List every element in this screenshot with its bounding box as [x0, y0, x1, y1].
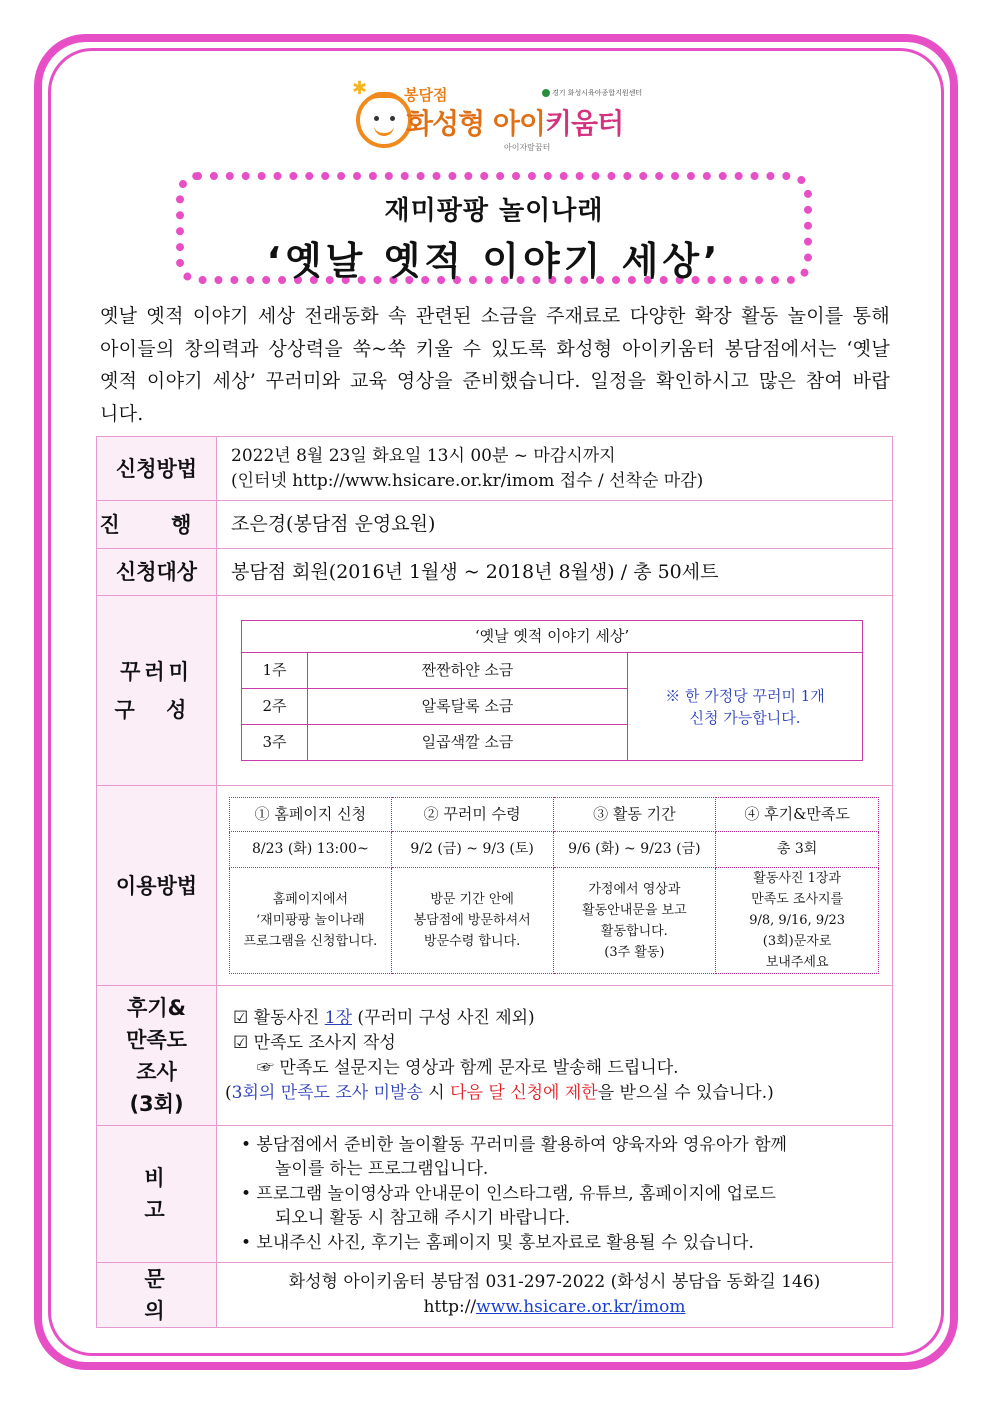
step-desc: 활동사진 1장과 만족도 조사지를 9/8, 9/16, 9/23 (3회)문자로 보내주세요: [716, 868, 879, 974]
row-review: [97, 986, 893, 1126]
row-contact: [97, 1263, 893, 1328]
kit-week: 1주: [242, 653, 308, 689]
step-title: ③ 활동 기간: [553, 798, 716, 832]
row-kit: [97, 596, 893, 786]
title-box: [176, 172, 812, 284]
row-apply: [97, 437, 893, 501]
kit-header: ‘옛날 옛적 이야기 세상’: [242, 621, 863, 653]
review-item-photo: ☑ 활동사진 1장 (꾸러미 구성 사진 제외): [233, 1007, 535, 1028]
row-target: [97, 549, 893, 596]
kit-table: [241, 620, 863, 761]
usage-table: [229, 797, 879, 974]
label-proceed: 진 행: [97, 501, 217, 549]
step-date: 8/23 (화) 13:00~: [230, 832, 392, 868]
label-remarks: 비 고: [97, 1126, 217, 1263]
logo-branch: 봉담점: [404, 86, 448, 104]
label-kit: 꾸러미 구 성: [97, 596, 217, 786]
kit-item: 알록달록 소금: [308, 689, 628, 725]
target-value: 봉담점 회원(2016년 1월생 ~ 2018년 8월생) / 총 50세트: [217, 549, 893, 596]
program-title: 재미팡팡 놀이나래: [384, 196, 604, 226]
center-logo: 경기 화성시육아종합지원센터: [542, 88, 642, 98]
step-desc: 가정에서 영상과 활동안내문을 보고 활동합니다. (3주 활동): [553, 868, 716, 974]
row-proceed: [97, 501, 893, 549]
info-table: [96, 436, 893, 1328]
step-title: ② 꾸러미 수령: [391, 798, 553, 832]
step-desc: 홈페이지에서 ‘재미팡팡 놀이나래 프로그램을 신청합니다.: [230, 868, 392, 974]
remarks-content: • 봉담점에서 준비한 놀이활동 꾸러미를 활용하여 양육자와 영유아가 함께 놀이를 하는 프로그램입니다. • 프로그램 놀이영상과 안내문이 인스타그램, 유튜브, 홈페이지에 업로드 되오니 활동 시 참고해 주시기 바랍니다. • 보내주신 사진, 후기는 홈페이지 및 홍보자료로 활용될 수 있습니다.: [217, 1126, 893, 1263]
center-logo-icon: [542, 89, 550, 97]
intro-text: 옛날 옛적 이야기 세상 전래동화 속 관련된 소금을 주재료로 다양한 확장 활동 놀이를 통해 아이들의 창의력과 상상력을 쑥~쑥 키울 수 있도록 화성형 아이키움터 봉담점에서는 ‘옛날 옛적 이야기 세상’ 꾸러미와 교육 영상을 준비했습니다. 일정을 확인하시고 많은 참여 바랍니다.: [100, 305, 890, 425]
step-date: 총 3회: [716, 832, 879, 868]
row-usage: [97, 786, 893, 986]
step-date: 9/2 (금) ~ 9/3 (토): [391, 832, 553, 868]
label-apply: 신청방법: [97, 437, 217, 501]
star-icon: ✱: [352, 78, 368, 99]
kit-item: 일곱색깔 소금: [308, 725, 628, 761]
row-remarks: [97, 1126, 893, 1263]
review-item-notice: ☞ 만족도 설문지는 영상과 함께 문자로 발송해 드립니다.: [257, 1057, 679, 1078]
kit-note: ※ 한 가정당 꾸러미 1개 신청 가능합니다.: [628, 653, 863, 761]
label-contact: 문 의: [97, 1263, 217, 1328]
review-item-survey: ☑ 만족도 조사지 작성: [233, 1032, 396, 1053]
logo-subtitle: 아이자람꿈터: [504, 143, 551, 152]
homepage-link[interactable]: www.hsicare.or.kr/imom: [476, 1297, 686, 1317]
review-content: [217, 986, 893, 1126]
apply-content: 2022년 8월 23일 화요일 13시 00분 ~ 마감시까지 (인터넷 http://www.hsicare.or.kr/imom 접수 / 선착순 마감): [217, 437, 893, 501]
program-subtitle: ‘옛날 옛적 이야기 세상’: [266, 239, 722, 283]
step-title: ④ 후기&만족도: [716, 798, 879, 832]
step-date: 9/6 (화) ~ 9/23 (금): [553, 832, 716, 868]
kit-item: 짠짠하얀 소금: [308, 653, 628, 689]
review-warning: (3회의 만족도 조사 미발송 시 다음 달 신청에 제한을 받으실 수 있습니다.): [225, 1082, 774, 1103]
label-usage: 이용방법: [97, 786, 217, 986]
kit-week: 2주: [242, 689, 308, 725]
step-title: ① 홈페이지 신청: [230, 798, 392, 832]
contact-content: 화성형 아이키움터 봉담점 031-297-2022 (화성시 봉담읍 동화길 146) http://www.hsicare.or.kr/imom: [217, 1263, 893, 1328]
label-review: 후기& 만족도 조사 (3회): [97, 986, 217, 1126]
label-target: 신청대상: [97, 549, 217, 596]
logo: [350, 80, 650, 160]
proceed-value: 조은경(봉담점 운영요원): [217, 501, 893, 549]
kit-week: 3주: [242, 725, 308, 761]
step-desc: 방문 기간 안에 봉담점에 방문하셔서 방문수령 합니다.: [391, 868, 553, 974]
logo-name: 화성형 아이키움터: [406, 107, 624, 140]
